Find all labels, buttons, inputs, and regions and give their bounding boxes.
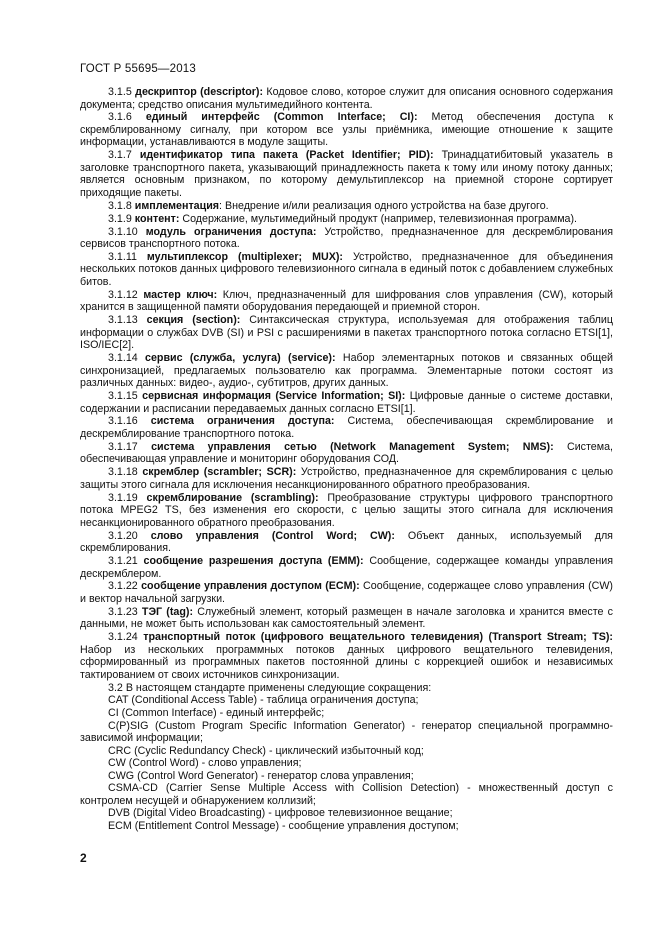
term-definition: Метод обеспечения доступа к скремблированному сигналу, при котором все узлы приёмника, имеющие отношение к защите информации, устанавливаются в модуле защиты. [80,111,614,149]
term-entry [80,251,613,289]
term-entry [80,111,613,149]
term-definition: Преобразование структуры цифрового транспортного потока MPEG2 TS, без изменения его скорости, с целью защиты этого сигнала для исключения несанкционированного обратного преобразования. [80,491,613,529]
term-name: контент: [134,212,180,225]
term-entry [80,86,613,111]
term-name: мультиплексор (multiplexer; MUX): [146,250,343,263]
term-definition: Цифровые данные о системе доставки, содержании и расписании передаваемых данных согласно ETSI[1]. [80,390,613,415]
term-number: 3.1.15 [108,390,138,403]
term-entry [80,606,613,631]
term-name: сервисная информация (Service Information; SI): [142,390,406,403]
abbreviation-item: CW (Control Word) - слово управления; [108,757,302,770]
term-definition: Устройство, предназначенное для объединения нескольких потоков данных цифрового телевизионного сигнала в единый поток с добавлением служебных битов. [80,250,613,288]
term-entry [80,390,613,415]
term-entry [80,352,613,390]
term-definition: Тринадцатибитовый указатель в заголовке транспортного пакета, указывающий принадлежность пакета к тому или иному потоку данных; является основным признаком, по которому демультиплексор на приемной стороне сортирует приходящие пакеты. [80,149,613,199]
term-name: скремблер (scrambler; SCR): [142,466,297,479]
term-number: 3.1.24 [108,631,138,644]
term-number: 3.1.6 [108,111,132,124]
term-definition: Система, обеспечивающая скремблирование и дескремблирование транспортного потока. [80,415,613,441]
abbreviation-item: CI (Common Interface) - единый интерфейс; [108,707,325,720]
term-entry [80,289,613,314]
term-number: 3.1.7 [108,149,132,162]
term-entry [80,441,613,466]
term-entry [80,149,613,199]
term-name: сообщение разрешения доступа (EMM): [143,554,364,567]
term-name: имплементация [134,199,220,212]
term-definition: Сообщение, содержащее команды управления дескремблером. [80,554,613,580]
term-number: 3.1.5 [108,86,132,98]
term-number: 3.1.12 [108,288,138,301]
term-number: 3.1.8 [108,199,132,212]
term-entry [80,530,613,555]
term-entry [80,466,613,491]
term-name: модуль ограничения доступа: [145,225,317,238]
term-number: 3.1.11 [108,250,137,263]
term-definition: Объект данных, используемый для скремблирования. [80,529,613,555]
abbreviation-item: CAT (Conditional Access Table) - таблица ограничения доступа; [108,694,419,707]
term-number: 3.1.21 [108,554,138,567]
abbreviations-list [80,694,613,832]
term-name: слово управления (Control Word; CW): [150,529,395,542]
term-name: скремблирование (scrambling): [146,491,319,504]
term-name: ТЭГ (tag): [141,605,194,618]
term-definition: Система, обеспечивающая управление и мониторинг оборудования СОД. [80,440,613,466]
term-entry [80,631,613,681]
term-definition: Набор из нескольких программных потоков данных цифрового вещательного телевидения, сформированный из программных пакетов постоянной длины с коррекцией ошибок и независимых тактированием от своих источников синхронизации. [80,643,613,681]
term-entry [80,415,613,440]
term-number: 3.1.23 [108,605,138,618]
abbreviation-item: CWG (Control Word Generator) - генератор слова управления; [108,769,414,782]
term-number: 3.1.18 [108,466,138,479]
abbreviation-item: C(P)SIG (Custom Program Specific Information Generator) - генератор специальной программно-зависимой информации; [80,719,613,745]
term-definition: : Внедрение и/или реализация одного устройства на базе другого. [219,199,549,212]
term-name: система ограничения доступа: [150,415,335,428]
term-definition: Ключ, предназначенный для шифрования слов управления (CW), который хранится в защищенной памяти оборудования передающей и приемной сторон. [80,288,613,314]
term-definition: Набор элементарных потоков и связанных общей синхронизацией, предлагаемых пользователю как программа. Элементарные потоки состоят из различных данных: видео-, аудио-, субтитров, других данных. [80,352,613,390]
term-name: сообщение управления доступом (ECM): [141,580,360,593]
term-definition: Кодовое слово, которое служит для описания основного содержания документа; средство описания мультимедийного контента. [80,86,613,111]
term-number: 3.1.13 [108,314,138,327]
term-entry [80,314,613,352]
terms-list [80,86,613,681]
term-number: 3.1.14 [108,352,138,365]
term-name: сервис (служба, услуга) (service): [145,352,336,365]
term-number: 3.1.20 [108,529,138,542]
abbreviation-item: CSMA-CD (Carrier Sense Multiple Access with Collision Detection) - множественный доступ с контролем несущей и обнаружением коллизий; [80,782,613,807]
term-number: 3.1.9 [108,212,132,225]
term-entry [80,200,613,213]
section-3-2-heading: 3.2 В настоящем стандарте применены следующие сокращения: [108,681,432,694]
term-number: 3.1.16 [108,415,138,428]
term-definition: Содержание, мультимедийный продукт (например, телевизионная программа). [179,212,578,225]
term-name: секция (section): [146,314,241,327]
term-definition: Устройство, предназначенное для скремблирования с целью защиты этого сигнала для исключения несанкционированного обратного преобразования. [80,466,613,491]
term-number: 3.1.17 [108,440,138,453]
term-definition: Устройство, предназначенное для дескремблирования сервисов транспортного потока. [80,225,613,251]
term-name: мастер ключ: [143,288,218,301]
term-name: единый интерфейс (Common Interface; CI): [145,111,418,124]
term-definition: Сообщение, содержащее слово управления (CW) и вектор начальной загрузки. [80,580,613,605]
term-name: транспортный поток (цифрового вещательного телевидения) (Transport Stream; TS): [143,631,613,644]
term-entry [80,580,613,605]
term-name: идентификатор типа пакета (Packet Identifier; PID): [139,149,434,162]
term-number: 3.1.19 [108,491,138,504]
term-definition: Служебный элемент, который размещен в начале заголовка и хранится вместе с данными, не может быть использован как самостоятельный элемент. [80,605,613,631]
page-number: 2 [80,851,87,865]
abbreviation-item: ECM (Entitlement Control Message) - сообщение управления доступом; [108,819,459,832]
abbreviation-item: DVB (Digital Video Broadcasting) - цифровое телевизионное вещание; [108,807,453,820]
term-entry [80,492,613,530]
document-header: ГОСТ Р 55695—2013 [80,63,196,75]
term-number: 3.1.10 [108,225,138,238]
abbreviation-item: CRC (Cyclic Redundancy Check) - циклический избыточный код; [108,744,424,757]
term-name: дескриптор (descriptor): [135,86,264,98]
term-entry [80,213,613,226]
term-name: система управления сетью (Network Management System; NMS): [151,440,554,453]
term-entry [80,555,613,580]
document-body [80,86,613,833]
term-number: 3.1.22 [108,580,138,593]
term-entry [80,226,613,251]
term-definition: Синтаксическая структура, используемая для отображения таблиц информации о службах DVB (SI) и PSI с расширениями в пакетах транспортного потока согласно ETSI[1], ISO/IEC[2]. [80,314,613,352]
